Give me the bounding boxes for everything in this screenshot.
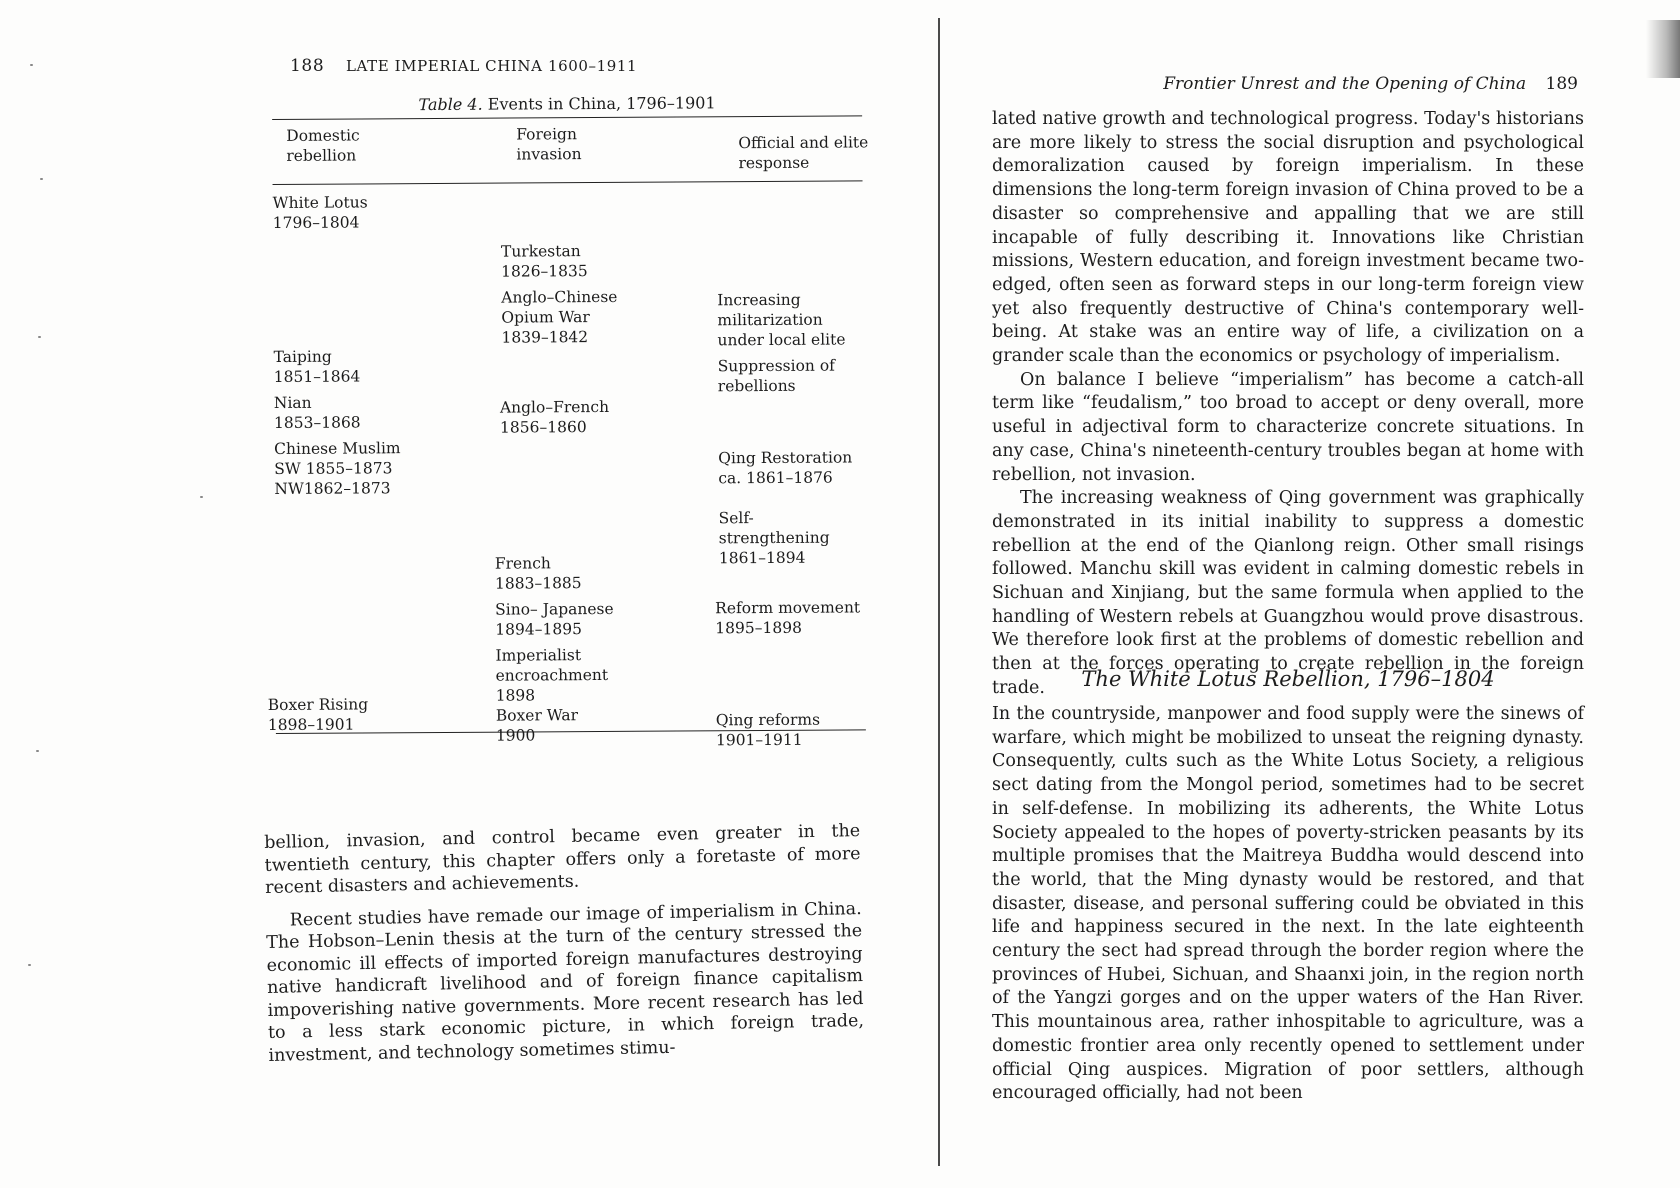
- table-body: [267, 181, 866, 750]
- running-head-title: LATE IMPERIAL CHINA 1600–1911: [345, 57, 638, 75]
- table-cell-domestic: Nian 1853–1868: [273, 393, 361, 432]
- table-cell-foreign: French 1883–1885: [494, 554, 582, 593]
- table-cell-response: Reform movement 1895–1898: [715, 598, 861, 638]
- table-cell-foreign: Turkestan 1826–1835: [500, 242, 588, 281]
- table-cell-foreign: Anglo–French 1856–1860: [499, 397, 610, 437]
- table-cell-foreign: Imperialist encroachment 1898: [495, 646, 609, 705]
- body-paragraph: Recent studies have remade our image of imperialism in China. The Hobson–Lenin thesis at the turn of the century stressed the economic ill effects of imported foreign manufactures destroying native handicraft livelihood and of foreign finance capitalism impoverishing native governments. More recent research has led to a less stark economic picture, in which foreign trade, investment, and technology sometimes stimu-: [266, 898, 865, 1066]
- table-cell-response: Self-strengthening 1861–1894: [718, 509, 830, 568]
- table-column-headers: [272, 116, 869, 184]
- running-head-title: Frontier Unrest and the Opening of China: [1163, 74, 1527, 94]
- table-cell-domestic: White Lotus 1796–1804: [272, 193, 368, 232]
- right-body-text: [992, 108, 1584, 701]
- table-cell-foreign: Boxer War 1900: [495, 706, 579, 745]
- table-cell-response: Suppression of rebellions: [717, 356, 835, 396]
- body-paragraph: The increasing weakness of Qing government was graphically demonstrated in its initial inability to suppress a domestic rebellion at the end of the Qianlong reign. Other small risings followed. Manchu skill was evident in calming domestic rebels in Sichuan and Xinjiang, but the same formula when applied to the handling of Western rebels at Guangzhou would prove disastrous. We therefore look first at the problems of domestic rebellion and then at the forces operating to create rebellion in the foreign trade.: [992, 488, 1584, 698]
- table-cell-response: Qing reforms 1901–1911: [715, 710, 821, 750]
- body-paragraph: lated native growth and technological progress. Today's historians are more likely to stress the social disruption and psychological demoralization caused by foreign imperialism. In these dimensions the long-term foreign invasion of China proved to be a disaster so comprehensive and appalling that we are still incapable of fully describing it. Innovations like Christian missions, Western education, and foreign investment became two-edged, often seen as forward steps in our long-term foreign view yet also frequently destructive of China's contemporary well-being. At stake was an entire way of life, a civilization on a grander scale than the economics or psychology of imperialism.: [992, 109, 1584, 367]
- body-paragraph: bellion, invasion, and control became even greater in the twentieth century, this chapter offers only a foretaste of more recent disasters and achievements.: [264, 821, 861, 898]
- page-number: 189: [1545, 74, 1578, 94]
- table-caption-text: Events in China, 1796–1901: [487, 93, 716, 114]
- table-cell-foreign: Anglo–Chinese Opium War 1839–1842: [501, 287, 618, 347]
- table-cell-domestic: Taiping 1851–1864: [273, 347, 361, 386]
- table-cell-foreign: Sino– Japanese 1894–1895: [495, 599, 614, 639]
- left-body-text: [264, 820, 865, 1067]
- running-head: [290, 56, 637, 76]
- table-cell-response: Increasing militarization under local elite: [717, 290, 846, 350]
- page-number: 188: [290, 56, 325, 76]
- body-paragraph: In the countryside, manpower and food supply were the sinews of warfare, which might be mobilized to unseat the reigning dynasty. Consequently, cults such as the White Lotus Society, a religious sect dating from the Mongol period, sometimes had to be secret in self-defense. In mobilizing its adherents, the White Lotus Society appealed to the hopes of poverty-stricken peasants by its multiple promises that the Maitreya Buddha would descend into the world, that the Ming dynasty would be restored, and that disaster, disease, and personal suffering could be obviated in this life and happiness secured in the next. In the late eighteenth century the sect had spread through the border region where the provinces of Hubei, Sichuan, and Shaanxi join, in the region north of the Yangzi gorges and on the upper waters of the Han River. This mountainous area, rather inhospitable to agriculture, was a domestic frontier area only recently opened to settlement under official Qing auspices. Migration of poor settlers, although encouraged officially, had not been: [992, 704, 1584, 1104]
- body-paragraph: On balance I believe “imperialism” has become a catch-all term like “feudalism,” too broad to accept or deny overall, more useful in adjectival form to characterize concrete situations. In any case, China's nineteenth-century troubles began at home with rebellion, not invasion.: [992, 369, 1584, 485]
- table-caption: [272, 92, 862, 115]
- section-body-text: [992, 703, 1584, 1106]
- table-cell-domestic: Boxer Rising 1898–1901: [267, 695, 369, 735]
- events-table: [267, 92, 869, 750]
- running-head: [1163, 74, 1578, 94]
- table-cell-response: Qing Restoration ca. 1861–1876: [718, 448, 853, 488]
- right-page: [940, 0, 1680, 1188]
- column-header-domestic: Domestic rebellion: [286, 126, 360, 165]
- table-label: Table 4.: [418, 94, 483, 115]
- section-heading: The White Lotus Rebellion, 1796–1804: [1081, 667, 1495, 691]
- column-header-response: Official and elite response: [738, 133, 869, 173]
- column-header-foreign: Foreign invasion: [516, 125, 582, 164]
- table-cell-domestic: Chinese Muslim SW 1855–1873 NW1862–1873: [274, 439, 401, 498]
